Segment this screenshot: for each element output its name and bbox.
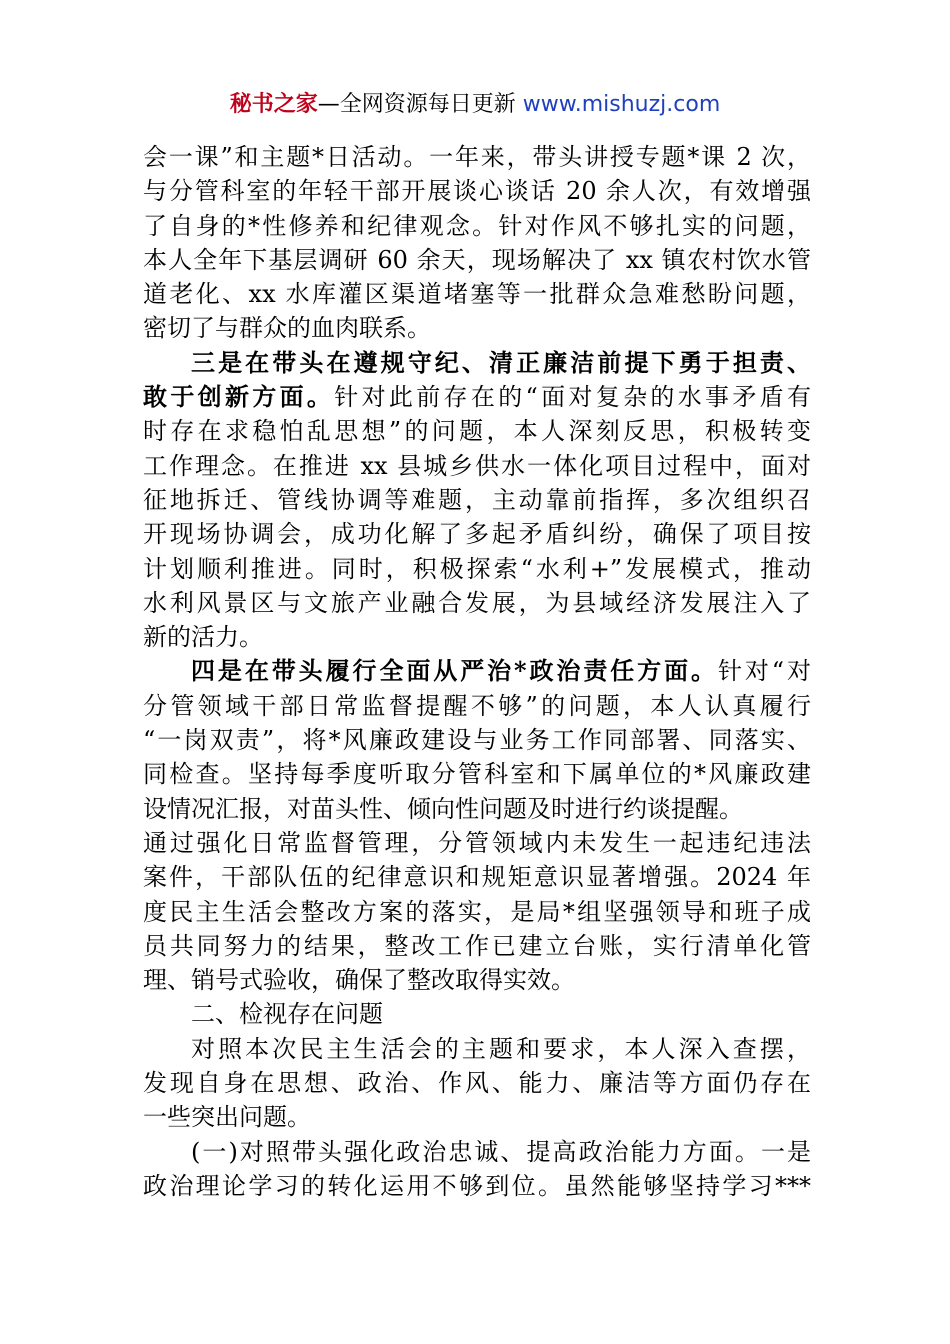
- text-line: [143, 895, 811, 929]
- text-line: [143, 380, 811, 414]
- body-text: 密切了与群众的血肉联系。: [143, 314, 431, 343]
- body-text: 水利风景区与文旅产业融合发展，为县域经济发展注入了: [143, 588, 811, 617]
- body-text: 分管领域干部日常监督提醒不够”的问题，本人认真履行: [143, 691, 811, 720]
- body-text: 一些突出问题。: [143, 1103, 311, 1132]
- text-line: [143, 346, 811, 380]
- body-text: 新的活力。: [143, 623, 263, 652]
- body-text: 计划顺利推进。同时，积极探索“水利+”发展模式，推动: [143, 554, 811, 583]
- header-slogan: —全网资源每日更新: [317, 92, 523, 117]
- text-line: [143, 483, 811, 517]
- body-text: 开现场协调会，成功化解了多起矛盾纠纷，确保了项目按: [143, 520, 811, 549]
- text-line: [143, 517, 811, 551]
- body-text: 设情况汇报，对苗头性、倾向性问题及时进行约谈提醒。: [143, 794, 743, 823]
- body-text: 度民主生活会整改方案的落实，是局*组坚强领导和班子成: [143, 897, 811, 926]
- text-line: [143, 654, 811, 688]
- text-line: [143, 826, 811, 860]
- body-text: 员共同努力的结果，整改工作已建立台账，实行清单化管: [143, 931, 811, 960]
- text-line: [143, 1100, 811, 1134]
- body-text: 针对此前存在的“面对复杂的水事矛盾有: [334, 383, 811, 412]
- text-line: [143, 963, 811, 997]
- text-line: [143, 1169, 811, 1203]
- bold-heading-text: 四是在带头履行全面从严治*政治责任方面。: [191, 656, 718, 686]
- body-text: 与分管科室的年轻干部开展谈心谈话 20 余人次，有效增强: [143, 177, 811, 206]
- text-line: [143, 689, 811, 723]
- text-line: [143, 586, 811, 620]
- text-line: [143, 209, 811, 243]
- text-line: [143, 1032, 811, 1066]
- text-line: [143, 311, 811, 345]
- body-text: 道老化、xx 水库灌区渠道堵塞等一批群众急难愁盼问题，: [143, 280, 811, 309]
- body-text: 二、检视存在问题: [191, 1000, 383, 1029]
- text-line: [143, 860, 811, 894]
- text-line: [143, 140, 811, 174]
- text-line: [143, 174, 811, 208]
- bold-heading-text: 三是在带头在遵规守纪、清正廉洁前提下勇于担责、: [191, 347, 811, 377]
- text-line: [143, 1066, 811, 1100]
- body-text: 工作理念。在推进 xx 县城乡供水一体化项目过程中，面对: [143, 451, 811, 480]
- watermark-header: [0, 90, 950, 120]
- body-text: 发现自身在思想、政治、作风、能力、廉洁等方面仍存在: [143, 1069, 811, 1098]
- body-text: 针对“对: [717, 657, 811, 686]
- text-line: [143, 1135, 811, 1169]
- body-text: 本人全年下基层调研 60 余天，现场解决了 xx 镇农村饮水管: [143, 245, 811, 274]
- body-text: 理、销号式验收，确保了整改取得实效。: [143, 966, 575, 995]
- text-line: [143, 449, 811, 483]
- text-line: [143, 997, 811, 1031]
- text-line: [143, 723, 811, 757]
- body-text: “一岗双责”，将*风廉政建设与业务工作同部署、同落实、: [143, 726, 811, 755]
- bold-heading-text: 敢于创新方面。: [143, 382, 335, 412]
- text-line: [143, 243, 811, 277]
- body-text: 案件，干部队伍的纪律意识和规矩意识显著增强。2024 年: [143, 863, 811, 892]
- body-text: 了自身的*性修养和纪律观念。针对作风不够扎实的问题，: [143, 211, 811, 240]
- website-link[interactable]: www.mishuzj.com: [522, 92, 721, 117]
- text-line: [143, 277, 811, 311]
- text-line: [143, 757, 811, 791]
- text-line: [143, 929, 811, 963]
- text-line: [143, 414, 811, 448]
- body-text: 时存在求稳怕乱思想”的问题，本人深刻反思，积极转变: [143, 417, 811, 446]
- text-line: [143, 620, 811, 654]
- document-body: [143, 140, 811, 1203]
- text-line: [143, 792, 811, 826]
- body-text: 对照本次民主生活会的主题和要求，本人深入查摆，: [191, 1034, 811, 1063]
- body-text: 会一课”和主题*日活动。一年来，带头讲授专题*课 2 次，: [143, 143, 811, 171]
- text-line: [143, 552, 811, 586]
- brand-name: 秘书之家: [229, 92, 318, 117]
- body-text: 同检查。坚持每季度听取分管科室和下属单位的*风廉政建: [143, 760, 811, 789]
- body-text: 政治理论学习的转化运用不够到位。虽然能够坚持学习***: [143, 1171, 811, 1200]
- body-text: 征地拆迁、管线协调等难题，主动靠前指挥，多次组织召: [143, 485, 811, 514]
- body-text: (一)对照带头强化政治忠诚、提高政治能力方面。一是: [191, 1137, 811, 1166]
- body-text: 通过强化日常监督管理，分管领域内未发生一起违纪违法: [143, 828, 811, 857]
